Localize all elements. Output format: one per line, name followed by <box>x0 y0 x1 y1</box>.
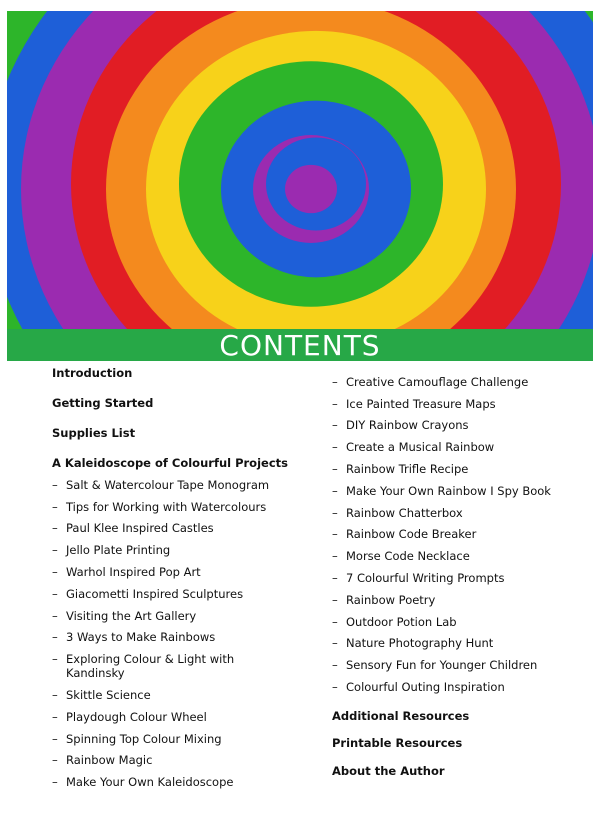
toc-item-label <box>346 636 493 650</box>
toc-item-label <box>66 478 269 492</box>
toc-project-item <box>332 680 505 694</box>
toc-item-text: Skittle Science <box>66 688 151 702</box>
toc-item-label <box>346 440 494 454</box>
toc-project-item <box>52 587 243 601</box>
toc-item-label <box>346 462 468 476</box>
toc-item-text: Make Your Own Kaleidoscope <box>66 775 234 789</box>
toc-item-label <box>66 688 151 702</box>
toc-item-label <box>346 527 476 541</box>
toc-project-item <box>52 500 266 514</box>
toc-bullet-dash: – <box>52 543 58 557</box>
concentric-rings-painting <box>7 11 593 329</box>
toc-item-label <box>66 630 215 644</box>
toc-item-label <box>346 571 504 585</box>
toc-item-text: Rainbow Magic <box>66 753 153 767</box>
toc-bullet-dash: – <box>52 775 58 789</box>
toc-bullet-dash: – <box>332 484 338 498</box>
toc-bullet-dash: – <box>332 462 338 476</box>
toc-bullet-dash: – <box>52 753 58 767</box>
toc-project-item <box>332 636 493 650</box>
toc-bullet-dash: – <box>332 549 338 563</box>
toc-project-item <box>52 543 170 557</box>
toc-project-item <box>332 462 468 476</box>
toc-item-label <box>66 543 170 557</box>
rainbow-circles-artwork <box>7 11 593 329</box>
purple-center <box>285 165 337 213</box>
toc-item-text: Giacometti Inspired Sculptures <box>66 587 244 601</box>
toc-item-label <box>346 484 551 498</box>
toc-section-heading <box>52 396 153 410</box>
toc-item-label <box>66 775 233 789</box>
toc-project-item <box>332 593 435 607</box>
toc-bullet-dash: – <box>52 587 58 601</box>
toc-item-text-continued: Kandinsky <box>66 666 125 680</box>
toc-item-text: Exploring Colour & Light with <box>66 652 235 666</box>
toc-project-item <box>52 688 151 702</box>
toc-item-text: Sensory Fun for Younger Children <box>346 658 538 672</box>
toc-section-heading <box>332 736 462 750</box>
toc-item-label <box>346 549 470 563</box>
toc-section-heading <box>52 366 132 380</box>
toc-section-heading <box>52 426 135 440</box>
toc-heading-text: About the Author <box>332 764 445 778</box>
toc-bullet-dash: – <box>332 375 338 389</box>
toc-bullet-dash: – <box>332 527 338 541</box>
toc-project-item <box>52 565 201 579</box>
toc-item-label <box>66 565 201 579</box>
toc-item-text: Jello Plate Printing <box>66 543 171 557</box>
toc-item-text: Tips for Working with Watercolours <box>66 500 267 514</box>
toc-project-item <box>332 397 496 411</box>
toc-item-label <box>66 710 207 724</box>
toc-bullet-dash: – <box>332 440 338 454</box>
toc-heading-text: Supplies List <box>52 426 136 440</box>
toc-bullet-dash: – <box>52 521 58 535</box>
toc-bullet-dash: – <box>332 615 338 629</box>
toc-bullet-dash: – <box>332 571 338 585</box>
toc-item-label <box>66 500 266 514</box>
toc-section-heading <box>332 764 445 778</box>
toc-bullet-dash: – <box>52 652 58 666</box>
toc-bullet-dash: – <box>332 593 338 607</box>
toc-project-item <box>332 506 463 520</box>
toc-item-label <box>346 397 496 411</box>
toc-item-label <box>346 680 505 694</box>
toc-bullet-dash: – <box>332 418 338 432</box>
toc-item-text: Nature Photography Hunt <box>346 636 494 650</box>
toc-bullet-dash: – <box>332 636 338 650</box>
contents-banner <box>7 329 593 361</box>
toc-project-item <box>52 609 196 623</box>
toc-item-label <box>66 732 222 746</box>
toc-project-item <box>332 615 457 629</box>
toc-item-label <box>346 593 435 607</box>
toc-bullet-dash: – <box>52 732 58 746</box>
toc-item-label <box>346 375 528 389</box>
toc-project-item <box>332 375 528 389</box>
toc-item-label <box>346 615 457 629</box>
toc-item-text: Warhol Inspired Pop Art <box>66 565 201 579</box>
toc-item-text: Colourful Outing Inspiration <box>346 680 505 694</box>
toc-bullet-dash: – <box>52 500 58 514</box>
toc-project-item <box>52 710 207 724</box>
toc-bullet-dash: – <box>52 688 58 702</box>
toc-item-text: Salt & Watercolour Tape Monogram <box>66 478 270 492</box>
toc-project-item <box>332 658 537 672</box>
toc-project-item <box>332 440 494 454</box>
toc-item-text: Morse Code Necklace <box>346 549 470 563</box>
toc-item-text: Spinning Top Colour Mixing <box>66 732 222 746</box>
toc-item-text: Rainbow Chatterbox <box>346 506 463 520</box>
toc-heading-text: A Kaleidoscope of Colourful Projects <box>52 456 288 470</box>
toc-project-item <box>52 521 214 535</box>
toc-heading-text: Getting Started <box>52 396 154 410</box>
toc-item-text: Rainbow Code Breaker <box>346 527 477 541</box>
toc-project-item <box>52 775 233 789</box>
toc-project-item <box>332 418 469 432</box>
toc-project-item <box>332 549 470 563</box>
toc-section-heading <box>52 456 288 470</box>
toc-bullet-dash: – <box>52 630 58 644</box>
toc-item-text: Create a Musical Rainbow <box>346 440 495 454</box>
toc-item-text: Make Your Own Rainbow I Spy Book <box>346 484 551 498</box>
toc-item-label <box>66 609 196 623</box>
toc-item-text: DIY Rainbow Crayons <box>346 418 469 432</box>
toc-item-text: Visiting the Art Gallery <box>66 609 197 623</box>
toc-project-item <box>52 478 269 492</box>
toc-item-text: Ice Painted Treasure Maps <box>346 397 496 411</box>
toc-heading-text: Introduction <box>52 366 133 380</box>
toc-bullet-dash: – <box>52 609 58 623</box>
toc-item-label <box>66 652 234 680</box>
toc-project-item <box>52 630 215 644</box>
toc-item-text: Rainbow Poetry <box>346 593 436 607</box>
toc-item-label <box>346 506 463 520</box>
toc-item-text: Paul Klee Inspired Castles <box>66 521 214 535</box>
toc-item-label <box>66 521 214 535</box>
toc-item-label <box>66 587 243 601</box>
toc-bullet-dash: – <box>332 506 338 520</box>
toc-item-text: 3 Ways to Make Rainbows <box>66 630 216 644</box>
toc-bullet-dash: – <box>52 478 58 492</box>
toc-project-item <box>52 753 152 767</box>
toc-item-label <box>346 658 537 672</box>
toc-bullet-dash: – <box>332 680 338 694</box>
toc-bullet-dash: – <box>332 658 338 672</box>
toc-section-heading <box>332 709 469 723</box>
toc-heading-text: Additional Resources <box>332 709 470 723</box>
toc-project-item <box>332 571 504 585</box>
toc-bullet-dash: – <box>332 397 338 411</box>
toc-bullet-dash: – <box>52 710 58 724</box>
toc-project-item <box>332 484 551 498</box>
toc-heading-text: Printable Resources <box>332 736 463 750</box>
toc-project-item <box>52 732 222 746</box>
toc-bullet-dash: – <box>52 565 58 579</box>
contents-title: CONTENTS <box>219 328 381 362</box>
toc-item-label <box>346 418 469 432</box>
toc-item-text: Playdough Colour Wheel <box>66 710 207 724</box>
toc-project-item <box>332 527 476 541</box>
toc-item-text: Outdoor Potion Lab <box>346 615 457 629</box>
toc-project-item <box>52 652 234 680</box>
toc-item-text: 7 Colourful Writing Prompts <box>346 571 505 585</box>
toc-item-label <box>66 753 152 767</box>
toc-item-text: Creative Camouflage Challenge <box>346 375 529 389</box>
toc-item-text: Rainbow Trifle Recipe <box>346 462 469 476</box>
